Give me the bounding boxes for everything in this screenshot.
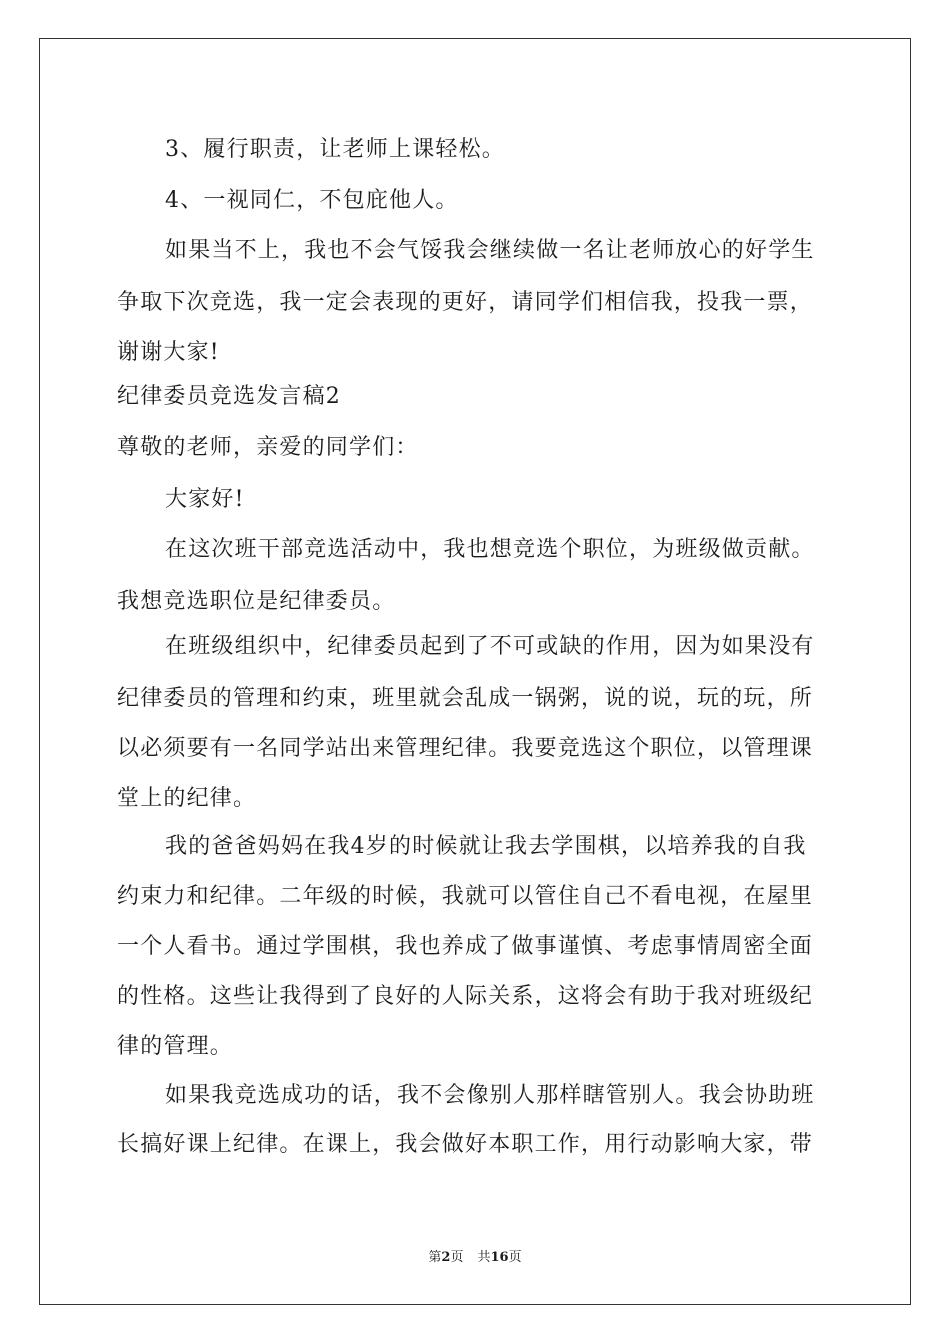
paragraph-line: 一个人看书。通过学围棋，我也养成了做事谨慎、考虑事情周密全面 xyxy=(117,934,814,959)
page-prefix: 第 xyxy=(428,1250,442,1265)
page-suffix: 页 xyxy=(450,1250,464,1265)
paragraph-line: 4、一视同仁，不包庇他人。 xyxy=(165,188,459,213)
paragraph-line: 以必须要有一名同学站出来管理纪律。我要竞选这个职位，以管理课 xyxy=(117,736,814,761)
total-pages: 16 xyxy=(490,1250,509,1265)
section-title: 纪律委员竞选发言稿2 xyxy=(117,384,341,409)
salutation: 尊敬的老师，亲爱的同学们： xyxy=(117,435,419,460)
paragraph-line: 争取下次竞选，我一定会表现的更好，请同学们相信我，投我一票， xyxy=(117,290,814,315)
total-suffix: 页 xyxy=(508,1250,522,1265)
paragraph-line: 长搞好课上纪律。在课上，我会做好本职工作，用行动影响大家，带 xyxy=(117,1132,814,1157)
total-prefix: 共 xyxy=(477,1250,491,1265)
paragraph-line: 约束力和纪律。二年级的时候，我就可以管住自己不看电视，在屋里 xyxy=(117,884,814,909)
greeting: 大家好! xyxy=(165,487,245,512)
paragraph-line: 纪律委员的管理和约束，班里就会乱成一锅粥，说的说，玩的玩，所 xyxy=(117,686,814,711)
page-number: 2 xyxy=(441,1250,451,1265)
paragraph-line: 我的爸爸妈妈在我4岁的时候就让我去学围棋，以培养我的自我 xyxy=(165,834,807,859)
paragraph-line: 如果当不上，我也不会气馁我会继续做一名让老师放心的好学生 xyxy=(165,238,815,263)
paragraph-line: 如果我竞选成功的话，我不会像别人那样瞎管别人。我会协助班 xyxy=(165,1083,815,1108)
paragraph-line: 在这次班干部竞选活动中，我也想竞选个职位，为班级做贡献。 xyxy=(165,537,815,562)
page-border xyxy=(39,38,911,1305)
paragraph-line: 的性格。这些让我得到了良好的人际关系，这将会有助于我对班级纪 xyxy=(117,984,814,1009)
paragraph-line: 谢谢大家! xyxy=(117,340,220,365)
page-footer xyxy=(0,1246,950,1265)
paragraph-line: 3、履行职责，让老师上课轻松。 xyxy=(165,137,505,162)
paragraph-line: 律的管理。 xyxy=(117,1034,234,1059)
paragraph-line: 堂上的纪律。 xyxy=(117,786,257,811)
paragraph-line: 我想竞选职位是纪律委员。 xyxy=(117,589,396,614)
paragraph-line: 在班级组织中，纪律委员起到了不可或缺的作用，因为如果没有 xyxy=(165,634,815,659)
